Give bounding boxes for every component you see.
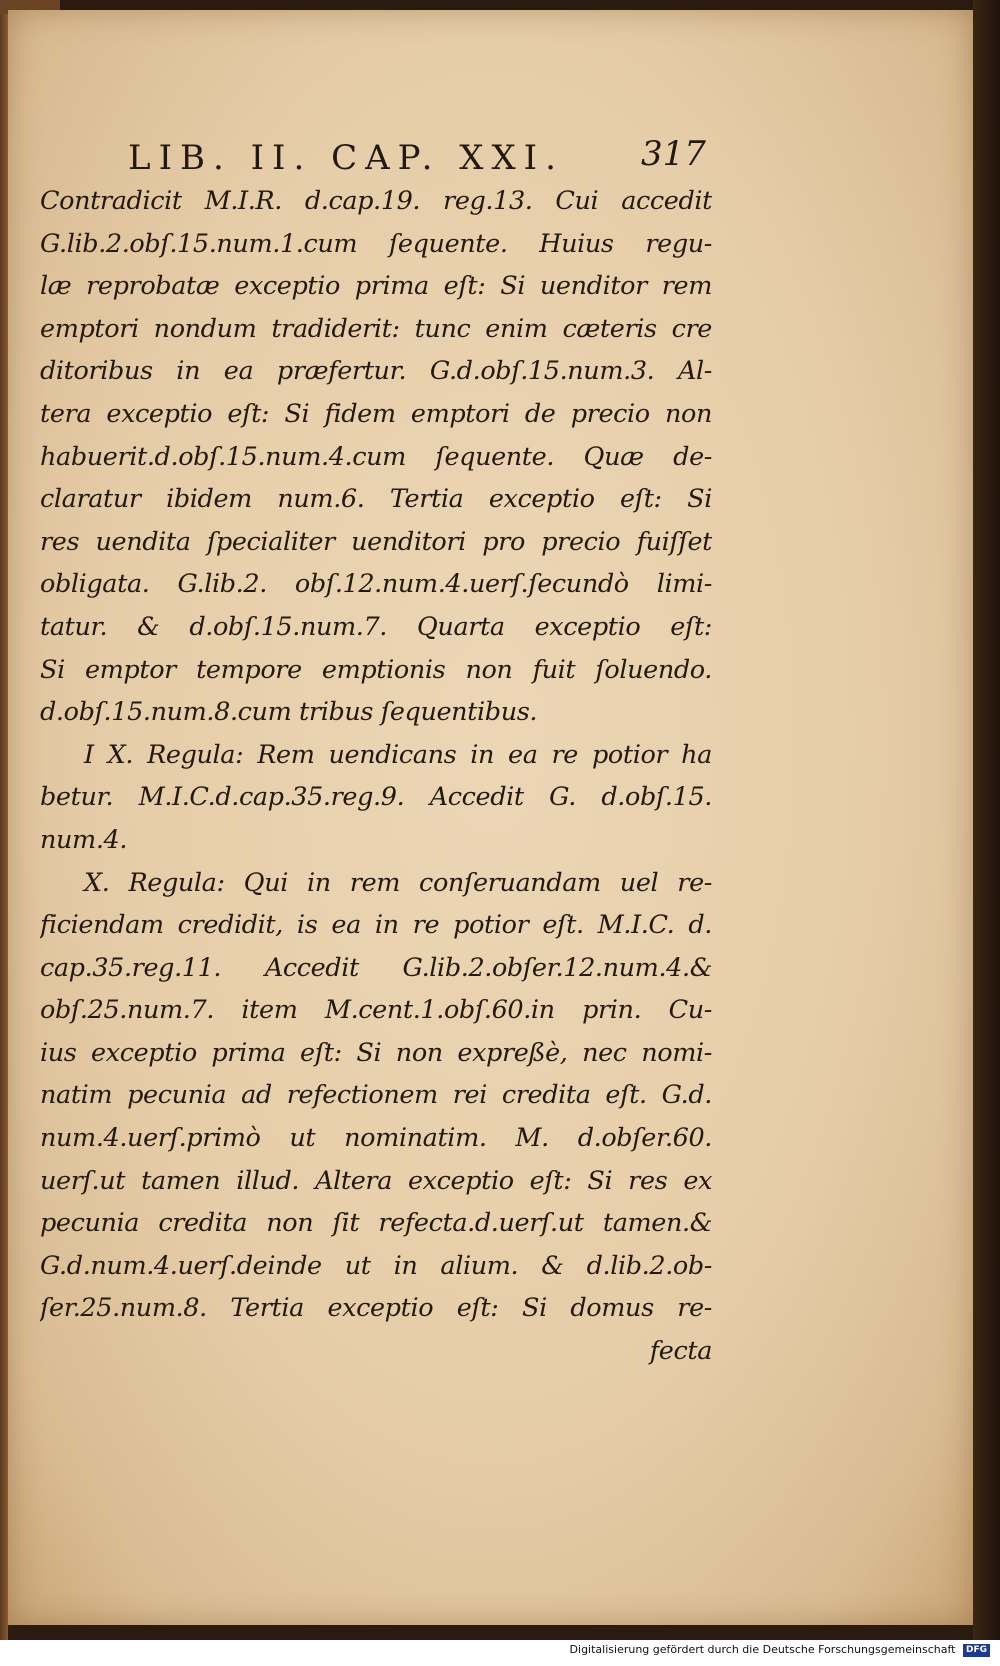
book-page: [8, 10, 973, 1625]
footer-text: Digitalisierung gefördert durch die Deutsche Forschungsgemeinschaft: [569, 1643, 956, 1656]
dfg-logo: DFG: [963, 1644, 990, 1657]
text-line: betur. M.I.C.d.cap.35.reg.9. Accedit G. d.obſ.15.: [40, 782, 712, 813]
running-head: LIB. II. CAP. XXI.: [128, 138, 564, 178]
text-line: obligata. G.lib.2. obſ.12.num.4.uerſ.ſecundò limi-: [40, 569, 712, 600]
text-line: Contradicit M.I.R. d.cap.19. reg.13. Cui accedit: [40, 186, 712, 216]
text-line: num.4.uerſ.primò ut nominatim. M. d.obſer.60.: [40, 1123, 712, 1154]
book-right-edge: [973, 0, 1000, 1640]
text-line: tatur. & d.obſ.15.num.7. Quarta exceptio eſt:: [40, 611, 712, 642]
digitization-footer: [0, 1643, 990, 1663]
text-line: claratur ibidem num.6. Tertia exceptio eſt: Si: [40, 484, 712, 515]
text-line: natim pecunia ad refectionem rei credita eſt. G.d.: [40, 1080, 712, 1111]
text-line: d.obſ.15.num.8.cum tribus ſequentibus.: [40, 697, 538, 728]
text-line: ditoribus in ea præfertur. G.d.obſ.15.num.3. Al-: [40, 356, 712, 387]
text-line: ius exceptio prima eſt: Si non expreßè, nec nomi-: [40, 1037, 712, 1068]
text-line: cap.35.reg.11. Accedit G.lib.2.obſer.12.num.4.&: [40, 952, 712, 983]
text-line: uerſ.ut tamen illud. Altera exceptio eſt: Si res ex: [40, 1165, 712, 1196]
text-line: læ reprobatæ exceptio prima eſt: Si uenditor rem: [40, 271, 712, 302]
text-line: habuerit.d.obſ.15.num.4.cum ſequente. Quæ de-: [40, 441, 712, 472]
text-line: G.lib.2.obſ.15.num.1.cum ſequente. Huius regu-: [40, 228, 712, 259]
text-line: pecunia credita non ſit refecta.d.uerſ.ut tamen.&: [40, 1208, 712, 1239]
book-left-edge: [0, 0, 8, 1640]
text-line: Si emptor tempore emptionis non fuit ſoluendo.: [40, 654, 712, 685]
text-line: G.d.num.4.uerſ.deinde ut in alium. & d.lib.2.ob-: [40, 1250, 712, 1281]
page-number: 317: [641, 134, 706, 174]
paragraph-start-line: I X. Regula: Rem uendicans in ea re potior ha: [84, 739, 712, 770]
text-line: res uendita ſpecialiter uenditori pro precio fuiſſet: [40, 526, 712, 557]
paragraph-start-line: X. Regula: Qui in rem conſeruandam uel re-: [84, 867, 712, 898]
text-line: tera exceptio eſt: Si fidem emptori de precio non: [40, 398, 712, 429]
text-line: ficiendam credidit, is ea in re potior eſt. M.I.C. d.: [40, 910, 712, 941]
text-line: ſer.25.num.8. Tertia exceptio eſt: Si domus re-: [40, 1293, 712, 1324]
text-line: num.4.: [40, 824, 128, 855]
text-line: emptori nondum tradiderit: tunc enim cæteris cre: [40, 313, 712, 344]
catchword: fecta: [649, 1336, 712, 1367]
text-line: obſ.25.num.7. item M.cent.1.obſ.60.in prin. Cu-: [40, 995, 712, 1026]
text-block: [40, 180, 712, 1373]
